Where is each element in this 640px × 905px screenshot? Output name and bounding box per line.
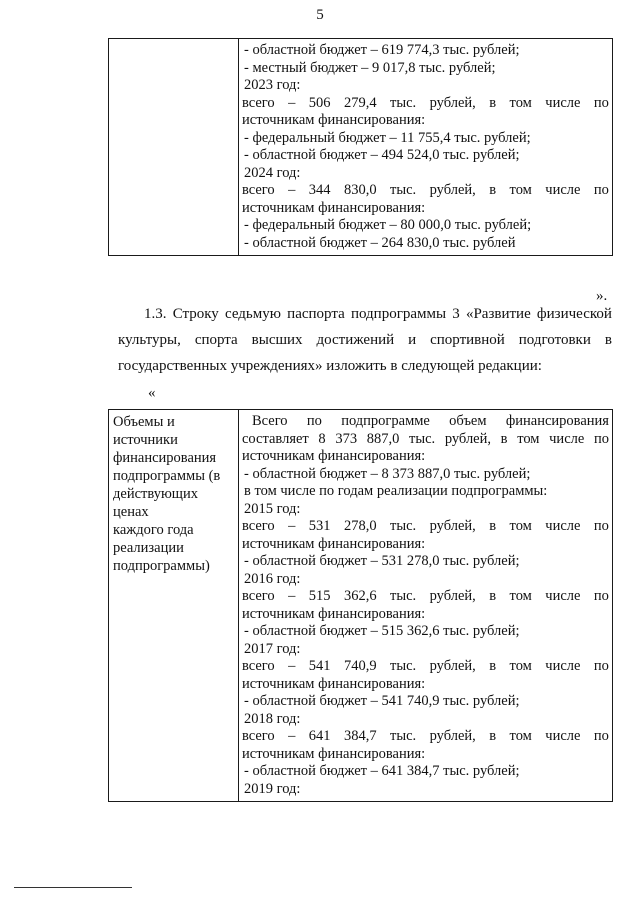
paragraph-word: 1.3. xyxy=(144,306,167,322)
table1-word: тыс. xyxy=(390,94,417,111)
table2-word: том xyxy=(509,728,532,744)
table1-word: – xyxy=(288,182,296,198)
table2-word: – xyxy=(288,728,296,744)
funding-label-line: подпрограммы (в xyxy=(113,468,221,484)
paragraph-word: культуры, xyxy=(118,332,181,348)
paragraph-line xyxy=(118,305,612,331)
table2-word: 541 xyxy=(308,658,331,674)
table2-word: 278,0 xyxy=(343,518,377,534)
table1-line xyxy=(242,95,609,113)
table2-word: числе xyxy=(549,430,585,447)
table1-word: 344 xyxy=(308,182,331,198)
table2-line: 2016 год: xyxy=(244,570,301,587)
table1-line: - федеральный бюджет – 11 755,4 тыс. рублей; xyxy=(244,129,531,146)
table2-word: рублей, xyxy=(444,430,492,447)
table2-word: объем xyxy=(449,413,487,429)
table2-line: 2019 год: xyxy=(244,780,301,797)
table2-word: 887,0 xyxy=(366,430,400,447)
table2-line: - областной бюджет – 8 373 887,0 тыс. рублей; xyxy=(244,465,531,482)
paragraph-line xyxy=(118,331,612,357)
table1-word: числе xyxy=(545,94,581,111)
table2-word: по xyxy=(593,518,609,534)
table2-word: по xyxy=(593,430,609,447)
table2-word: в xyxy=(489,658,497,674)
table2-line: 2017 год: xyxy=(244,640,301,657)
table2-line xyxy=(242,728,609,746)
amendment-paragraph xyxy=(118,305,612,383)
table1-word: рублей, xyxy=(429,182,476,198)
table1-line: - областной бюджет – 264 830,0 тыс. рублей xyxy=(244,234,516,251)
table2-word: тыс. xyxy=(390,588,417,604)
table1-right-cell xyxy=(239,39,613,256)
table1-word: 830,0 xyxy=(343,182,377,198)
table1-word: тыс. xyxy=(390,182,417,198)
funding-label-line: действующих ценах xyxy=(113,486,198,520)
paragraph-word: подготовки xyxy=(518,332,591,348)
footnote-rule xyxy=(14,887,132,888)
table2-word: тыс. xyxy=(390,728,417,744)
table2-line: 2015 год: xyxy=(244,500,301,517)
page-number: 5 xyxy=(316,7,324,23)
table1-line: - федеральный бюджет – 80 000,0 тыс. рублей; xyxy=(244,217,532,233)
table1-line: 2024 год: xyxy=(244,164,301,181)
paragraph-word: спортивной xyxy=(430,332,505,348)
funding-label xyxy=(113,413,236,575)
table2-word: в xyxy=(489,728,497,744)
closing-quote: ». xyxy=(596,288,608,304)
table1-word: рублей, xyxy=(429,94,476,111)
table2-word: том xyxy=(509,518,532,534)
table2-word: рублей, xyxy=(429,658,476,674)
table2-line: источникам финансирования: xyxy=(242,535,426,552)
paragraph-word: паспорта xyxy=(287,306,345,322)
table2-right-cell xyxy=(239,410,613,802)
table1-line: источникам финансирования: xyxy=(242,112,426,128)
table2-word: по xyxy=(306,413,322,429)
table2-word: по xyxy=(593,588,609,604)
funding-label-line: финансирования xyxy=(113,450,217,466)
paragraph-word: в xyxy=(604,332,612,348)
paragraph-word: седьмую xyxy=(225,306,281,322)
table2-word: числе xyxy=(545,658,581,674)
table1-word: 506 xyxy=(308,94,331,111)
table2-word: – xyxy=(288,518,296,534)
table2-word: 641 xyxy=(308,728,331,744)
table2-word: всего xyxy=(242,588,275,604)
table1-line: - областной бюджет – 619 774,3 тыс. рублей; xyxy=(244,42,520,58)
table1-lines xyxy=(242,42,609,252)
table2-word: том xyxy=(509,658,532,674)
paragraph-word: достижений xyxy=(316,332,395,348)
table2-word: 515 xyxy=(308,588,331,604)
paragraph-word: спорта xyxy=(194,332,238,348)
paragraph-word: высших xyxy=(251,332,303,348)
paragraph-word: Строку xyxy=(172,306,219,322)
table1-left-cell xyxy=(109,39,239,256)
table2-line: - областной бюджет – 541 740,9 тыс. рублей; xyxy=(244,693,520,709)
table2-line xyxy=(242,658,609,676)
table1-line: - областной бюджет – 494 524,0 тыс. рублей; xyxy=(244,147,520,163)
table2-word: подпрограмме xyxy=(341,413,430,429)
paragraph-word: 3 xyxy=(452,306,460,322)
table2-word: числе xyxy=(545,518,581,534)
table2-line: источникам финансирования: xyxy=(242,745,426,762)
paragraph-line: государственных учреждениях» изложить в следующей редакции: xyxy=(118,358,542,374)
table1-word: всего xyxy=(242,94,275,111)
table1-word: числе xyxy=(545,182,581,198)
table2-word: рублей, xyxy=(429,728,476,744)
table2-word: тыс. xyxy=(390,518,417,534)
table2-word: том xyxy=(517,430,540,447)
table2-word: 384,7 xyxy=(343,728,377,744)
table2-word: тыс. xyxy=(390,658,417,674)
table1-line: 2023 год: xyxy=(244,77,301,93)
table1-line: - местный бюджет – 9 017,8 тыс. рублей; xyxy=(244,59,496,76)
table2-line xyxy=(242,588,609,606)
table2-word: том xyxy=(509,588,532,604)
table1-line: источникам финансирования: xyxy=(242,199,426,216)
table2-word: Всего xyxy=(252,413,288,429)
table2-left-cell xyxy=(109,410,239,802)
table2-word: – xyxy=(288,588,296,604)
table2-word: 373 xyxy=(335,430,358,447)
table2-word: – xyxy=(288,658,296,674)
table2-line: в том числе по годам реализации подпрограммы: xyxy=(244,483,548,499)
table1-word: том xyxy=(509,182,532,198)
table2-word: 8 xyxy=(318,430,326,447)
table2-word: рублей, xyxy=(429,588,476,604)
table2-line: 2018 год: xyxy=(244,710,301,727)
table2-line: - областной бюджет – 641 384,7 тыс. рублей; xyxy=(244,763,520,779)
table2-word: в xyxy=(489,588,497,604)
table1-word: по xyxy=(593,94,609,111)
table2-word: числе xyxy=(545,728,581,744)
open-quote: « xyxy=(148,385,156,401)
funding-label-line: каждого года xyxy=(113,522,194,538)
paragraph-word: «Развитие xyxy=(465,306,531,322)
table2-lines xyxy=(242,413,609,798)
table2-line: источникам финансирования: xyxy=(242,675,426,692)
paragraph-word: и xyxy=(408,332,417,348)
paragraph-word: подпрограммы xyxy=(350,306,447,322)
table2-word: всего xyxy=(242,518,275,534)
paragraph-word: физической xyxy=(536,306,612,322)
table1-word: – xyxy=(288,94,296,111)
funding-label-line: источники xyxy=(113,432,178,448)
table2-word: всего xyxy=(242,728,275,744)
table1-word: в xyxy=(489,182,497,198)
table1-line xyxy=(242,182,609,200)
table1-word: всего xyxy=(242,182,275,198)
table2-word: по xyxy=(593,728,609,744)
table2-word: в xyxy=(500,430,508,447)
table2-word: составляет xyxy=(242,430,309,447)
table2-word: тыс. xyxy=(409,430,436,447)
funding-label-line: Объемы и xyxy=(113,414,175,430)
table2-word: по xyxy=(593,658,609,674)
passport-table-continued xyxy=(108,38,613,256)
table1-word: по xyxy=(593,182,609,198)
table2-word: 740,9 xyxy=(343,658,377,674)
table1-word: том xyxy=(509,94,532,111)
table2-line xyxy=(242,518,609,536)
table2-word: всего xyxy=(242,658,275,674)
table2-word: 531 xyxy=(308,518,331,534)
table2-word: финансирования xyxy=(505,413,609,429)
table2-line xyxy=(242,413,609,431)
table1-word: в xyxy=(489,94,497,111)
table1-word: 279,4 xyxy=(343,94,377,111)
table2-line: источникам финансирования: xyxy=(242,605,426,622)
table2-word: в xyxy=(489,518,497,534)
passport-table-new xyxy=(108,409,613,802)
funding-label-line: реализации xyxy=(113,540,184,556)
table2-line xyxy=(242,431,609,449)
table2-word: 362,6 xyxy=(343,588,377,604)
table2-line: - областной бюджет – 531 278,0 тыс. рублей; xyxy=(244,553,520,569)
table2-word: числе xyxy=(545,588,581,604)
table2-line: источникам финансирования: xyxy=(242,448,426,464)
table2-word: рублей, xyxy=(429,518,476,534)
table2-line: - областной бюджет – 515 362,6 тыс. рублей; xyxy=(244,623,520,639)
funding-label-line: подпрограммы) xyxy=(113,558,210,574)
